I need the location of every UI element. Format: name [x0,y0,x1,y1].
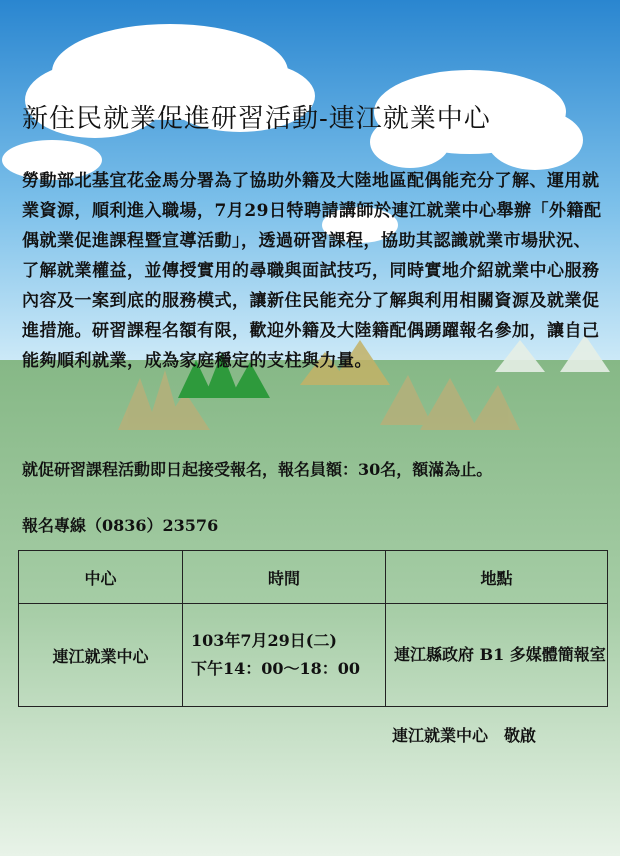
time-hours: 下午14：00～18：00 [191,659,361,678]
event-info-table [18,550,608,707]
intro-paragraph: 勞動部北基宜花金馬分署為了協助外籍及大陸地區配偶能充分了解、運用就業資源，順利進入職場，7月29日特聘請講師於連江就業中心舉辦「外籍配偶就業促進課程暨宣導活動」，透過研習課程，協助其認識就業市場狀況、了解就業權益，並傳授實用的尋職與面試技巧，同時實地介紹就業中心服務內容及一案到底的服務模式，讓新住民能充分了解與利用相關資源及就業促進措施。研習課程名額有限，歡迎外籍及大陸籍配偶踴躍報名參加，讓自己能夠順利就業，成為家庭穩定的支柱與力量。 [22,171,602,371]
registration-hotline: 報名專線（0836）23576 [22,516,219,535]
cell-location: 連江縣政府 B1 多媒體簡報室 [386,604,608,707]
header-time: 時間 [183,551,386,604]
header-location: 地點 [386,551,608,604]
cell-time [183,604,386,707]
header-center: 中心 [19,551,183,604]
cell-center: 連江就業中心 [19,604,183,707]
time-date: 103年7月29日(二) [191,631,337,650]
table-row [19,604,608,707]
signature: 連江就業中心 敬啟 [392,726,537,745]
registration-notice: 就促研習課程活動即日起接受報名，報名員額：30名，額滿為止。 [22,460,493,479]
table-header-row [19,551,608,604]
page-title: 新住民就業促進研習活動-連江就業中心 [22,104,491,134]
